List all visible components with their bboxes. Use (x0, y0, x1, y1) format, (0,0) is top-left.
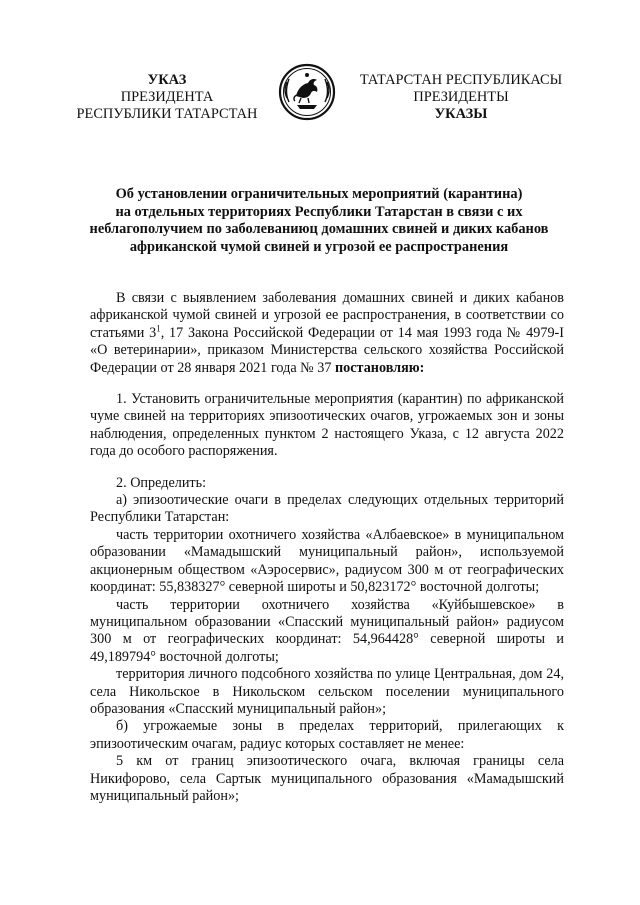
item-2a-entry-3: территория личного подсобного хозяйства по улице Центральная, дом 24, села Никольское в Никольском сельском поселении муниципального образования «Спасский муниципальный район»; (90, 666, 564, 717)
preamble-paragraph (90, 290, 564, 377)
title-line-3: неблагополучием по заболеваниюц домашних свиней и диких кабанов (89, 221, 549, 237)
decree-word: постановляю: (334, 359, 425, 376)
header-left-line-2: ПРЕЗИДЕНТА (120, 89, 214, 105)
spacer (90, 461, 564, 475)
item-2-heading: 2. Определить: (116, 474, 207, 491)
header-left (60, 72, 274, 123)
title-line-2: на отдельных территориях Республики Татарстан в связи с их (115, 203, 523, 220)
spacer (90, 377, 564, 391)
header-right (356, 72, 566, 123)
coat-of-arms-icon (277, 62, 337, 122)
header-right-line-3: УКАЗЫ (434, 106, 488, 122)
item-2a-heading: а) эпизоотические очаги в пределах следующих отдельных территорий Республики Татарстан: (90, 492, 564, 526)
preamble-text-2: , 17 Закона Российской Федерации от 14 мая 1993 года № 4979-I «О ветеринарии», приказом Министерства сельского хозяйства Российской Федерации от 28 января 2021 года № 37 (90, 324, 564, 376)
preamble-text-1: В связи с выявлением заболевания домашних свиней и диких кабанов африканской чумой свиней и угрозой ее распространения, в соответствии со статьями 3 (90, 290, 564, 341)
header-left-line-1: УКАЗ (147, 72, 187, 88)
item-2b-heading: б) угрожаемые зоны в пределах территорий, прилегающих к эпизоотическим очагам, радиус которых составляет не менее: (90, 718, 564, 752)
header-right-line-2: ПРЕЗИДЕНТЫ (413, 89, 509, 105)
header-right-line-1: ТАТАРСТАН РЕСПУБЛИКАСЫ (359, 72, 563, 88)
item-2a-entry-1: часть территории охотничего хозяйства «Албаевское» в муниципальном образовании «Мамадышский муниципальный район», используемой акционерным обществом «Аэросервис», радиусом 300 м от географических координат: 55,838327° северной широты и 50,823172° восточной долготы; (90, 526, 564, 596)
document-body (90, 290, 564, 805)
title-line-1: Об установлении ограничительных мероприятий (карантина) (115, 186, 523, 202)
item-2b-entry-1: 5 км от границ эпизоотического очага, включая границы села Никифорово, села Сартык муниципального образования «Мамадышский муниципальный район»; (90, 753, 564, 804)
header-left-line-3: РЕСПУБЛИКИ ТАТАРСТАН (76, 106, 258, 122)
title-line-4: африканской чумой свиней и угрозой ее распространения (129, 238, 509, 255)
item-2a-entry-2: часть территории охотничего хозяйства «Куйбышевское» в муниципальном образовании «Спасский муниципальный район» радиусом 300 м от географических координат: 54,964428° северной широты и 49,189794° восточной долготы; (90, 596, 564, 665)
document-title (84, 186, 554, 256)
item-1-paragraph: 1. Установить ограничительные мероприятия (карантин) по африканской чуме свиней на территориях эпизоотических очагов, угрожаемых зон и зоны наблюдения, определенных пунктом 2 настоящего Указа, с 12 августа 2022 года до особого распоряжения. (90, 391, 564, 460)
preamble-superscript: 1 (156, 323, 161, 334)
